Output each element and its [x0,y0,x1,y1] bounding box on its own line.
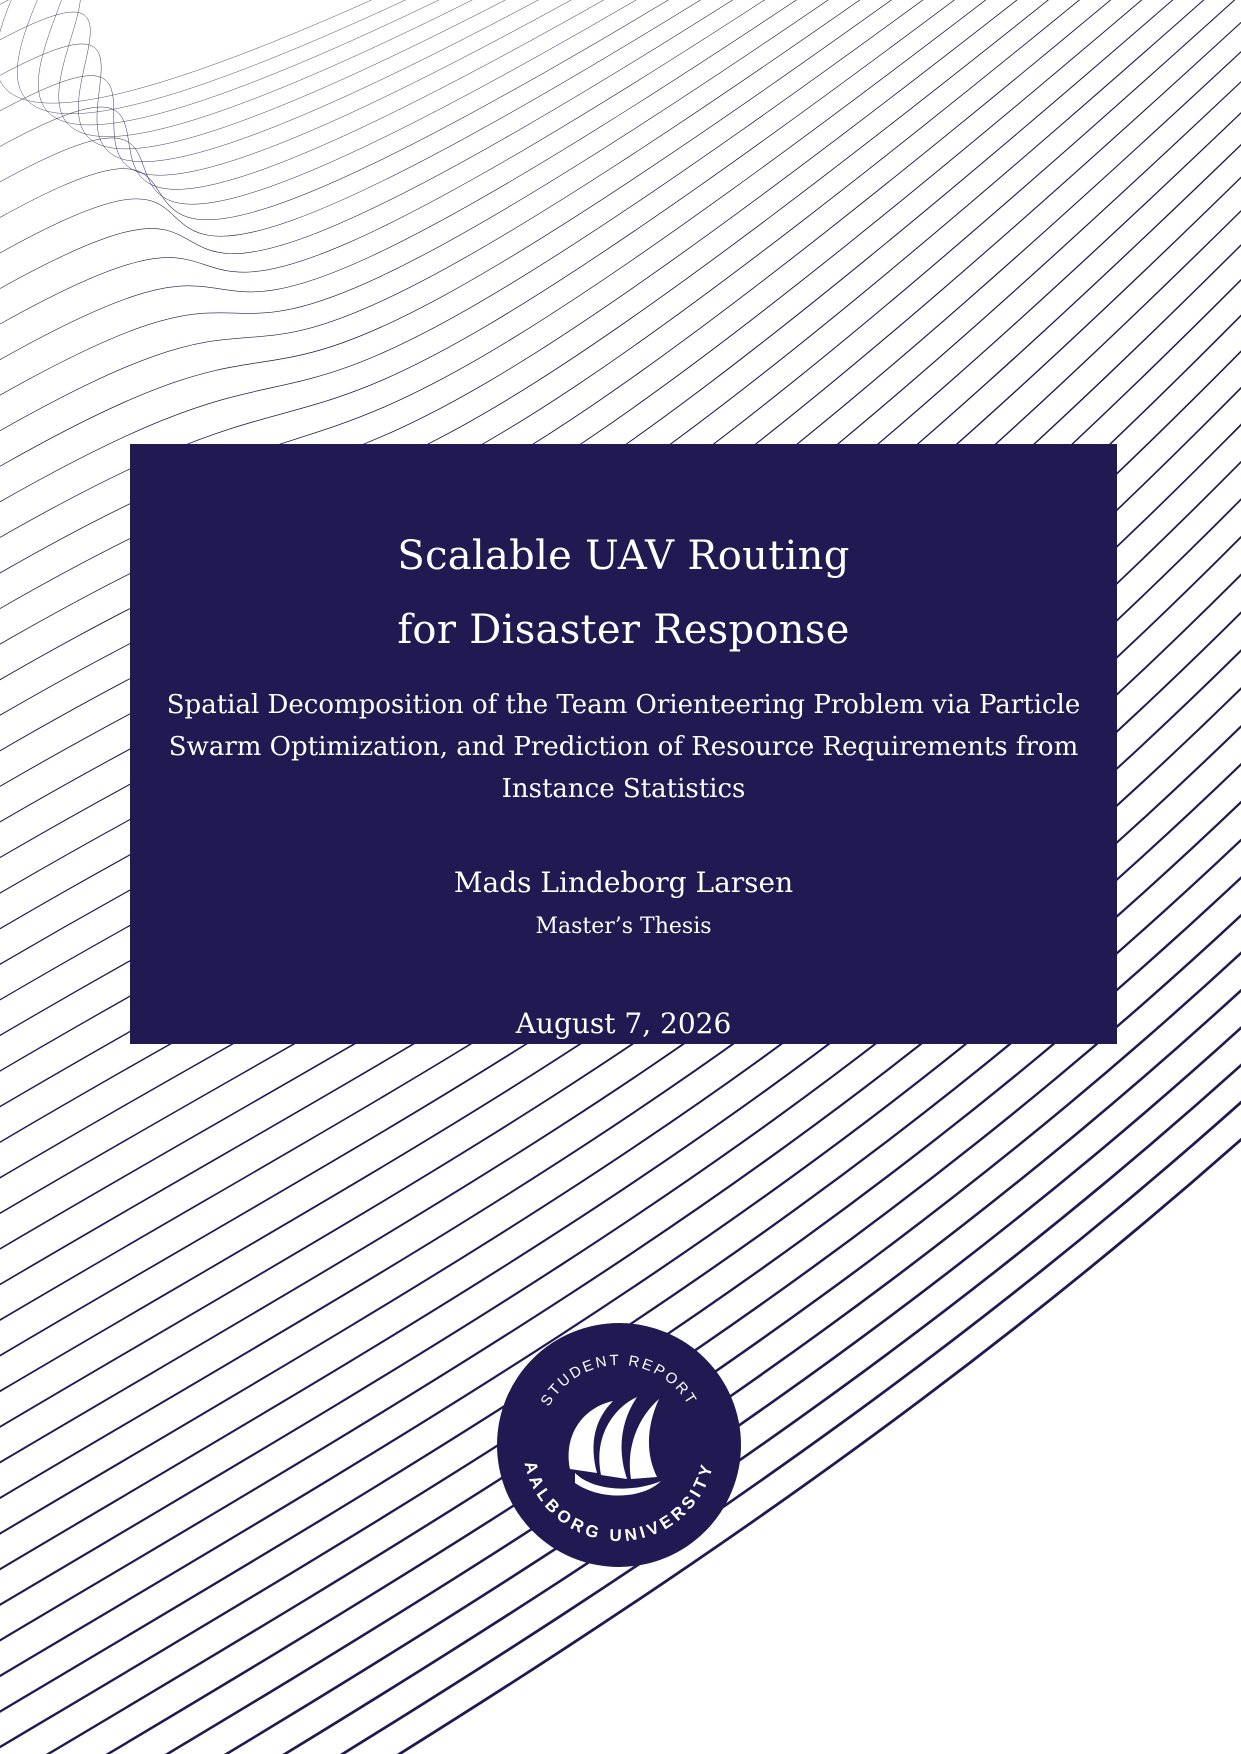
thesis-title-line-1: Scalable UAV Routing [397,533,850,579]
background-line [0,0,500,103]
background-line [0,0,737,205]
background-line [0,0,856,347]
background-line [0,0,915,418]
background-line [0,0,619,149]
background-line [0,0,530,114]
logo-top-text: STUDENT REPORT [537,1351,701,1410]
background-line [0,0,648,162]
background-line [0,0,826,312]
background-line [0,0,678,175]
thesis-title-line-2: for Disaster Response [397,607,850,653]
title-block [130,444,1117,1044]
background-line [0,0,945,454]
author-name: Mads Lindeborg Larsen [453,866,794,899]
background-line [0,0,767,240]
logo-bottom-text: AALBORG UNIVERSITY [520,1459,718,1546]
background-line [0,0,886,383]
background-line [0,0,708,189]
background-line [0,0,797,276]
document-type: Master’s Thesis [535,914,712,939]
aalborg-university-logo [497,1323,742,1568]
report-date: August 7, 2026 [515,1007,732,1040]
thesis-subtitle: Spatial Decomposition of the Team Orienteering Problem via Particle Swarm Optimization, and Prediction of Resource Requirements from Instance Statistics [166,690,1081,804]
